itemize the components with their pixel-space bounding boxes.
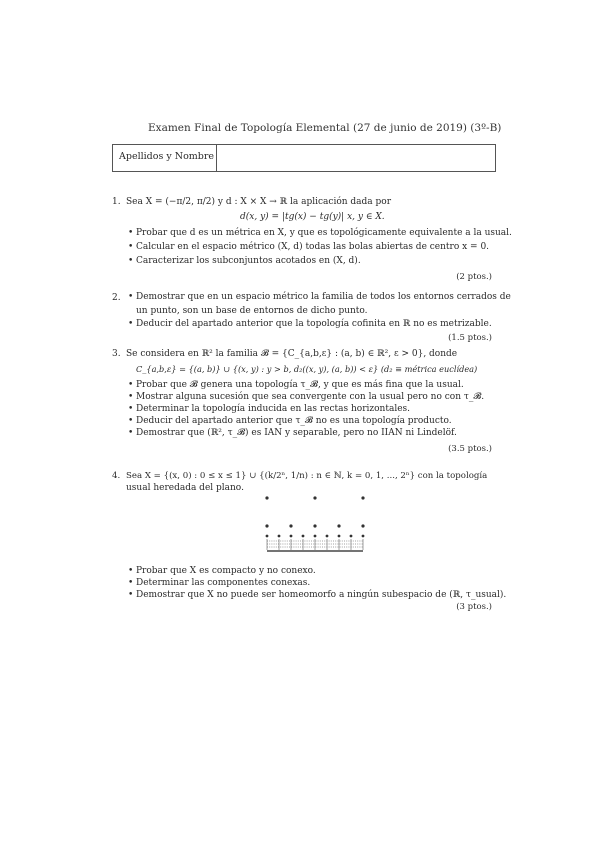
point-n3 (314, 535, 317, 538)
point-n3 (278, 535, 281, 538)
problem-3-intro-text: Se considera en ℝ² la familia 𝓑 = {C_{a,b,ε} : (a, b) ∈ ℝ², ε > 0}, donde (126, 349, 458, 359)
point-n2 (265, 524, 268, 527)
problem-1-intro (112, 196, 391, 208)
point-n1 (361, 496, 364, 499)
point-n3 (338, 535, 341, 538)
problem-3-number: 3. (112, 349, 121, 359)
figure-points (265, 496, 364, 537)
problem-2-item-2: • Deducir del apartado anterior que la topología cofinita en ℝ no es metrizable. (136, 319, 492, 329)
point-n2 (313, 524, 316, 527)
point-n1 (265, 496, 268, 499)
problem-4-item-2: • Determinar las componentes conexas. (136, 578, 310, 588)
problem-1-item-2: • Calcular en el espacio métrico (X, d) todas las bolas abiertas de centro x = 0. (136, 242, 489, 252)
problem-3-item-5: • Demostrar que (ℝ², τ_𝓑) es IAN y separable, pero no IIAN ni Lindelöf. (136, 428, 457, 438)
name-box (112, 144, 496, 172)
point-n2 (289, 524, 292, 527)
problem-4-points: (3 ptos.) (456, 602, 492, 612)
problem-3-formula: C_{a,b,ε} = {(a, b)} ∪ {(x, y) : y > b, d₂((x, y), (a, b)) < ε} (d₂ ≡ métrica euclídea) (136, 364, 478, 374)
point-n3 (350, 535, 353, 538)
point-n1 (313, 496, 316, 499)
problem-2-points: (1.5 ptos.) (448, 333, 492, 343)
problem-2-head (112, 292, 126, 304)
problem-3-item-3: • Determinar la topología inducida en las rectas horizontales. (136, 404, 410, 414)
exam-title: Examen Final de Topología Elemental (27 de junio de 2019) (3º-B) (148, 122, 502, 134)
problem-4-number: 4. (112, 471, 121, 481)
problem-1-item-3: • Caracterizar los subconjuntos acotados en (X, d). (136, 256, 361, 266)
point-n3 (290, 535, 293, 538)
problem-3-item-1: • Probar que 𝓑 genera una topología τ_𝓑, y que es más fina que la usual. (136, 380, 464, 390)
point-n3 (266, 535, 269, 538)
problem-2-item-1-cont: un punto, son un base de entornos de dicho punto. (136, 306, 368, 316)
problem-4-item-1: • Probar que X es compacto y no conexo. (136, 566, 316, 576)
problem-2-item-1: • Demostrar que en un espacio métrico la familia de todos los entornos cerrados de (136, 292, 511, 302)
name-field[interactable] (217, 145, 495, 171)
problem-3-item-4: • Deducir del apartado anterior que τ_𝓑 no es una topología producto. (136, 416, 452, 426)
problem-3-item-2: • Mostrar alguna sucesión que sea convergente con la usual pero no con τ_𝓑. (136, 392, 484, 402)
point-n3 (326, 535, 329, 538)
problem-4-figure (255, 490, 367, 556)
problem-4-item-3: • Demostrar que X no puede ser homeomorfo a ningún subespacio de (ℝ, τ_usual). (136, 590, 506, 600)
point-n2 (337, 524, 340, 527)
problem-4-intro-text: Sea X = {(x, 0) : 0 ≤ x ≤ 1} ∪ {(k/2ⁿ, 1/n) : n ∈ ℕ, k = 0, 1, ..., 2ⁿ} con la topología (126, 471, 488, 481)
problem-1-intro-text: Sea X = (−π/2, π/2) y d : X × X → ℝ la aplicación dada por (126, 197, 392, 207)
point-n3 (362, 535, 365, 538)
problem-3-intro (112, 348, 457, 360)
problem-3-points: (3.5 ptos.) (448, 444, 492, 454)
problem-4-intro (112, 470, 487, 482)
name-label: Apellidos y Nombre (119, 151, 215, 162)
problem-1-item-1: • Probar que d es un métrica en X, y que es topológicamente equivalente a la usual. (136, 228, 512, 238)
problem-1-number: 1. (112, 197, 121, 207)
problem-4-intro-2: usual heredada del plano. (126, 483, 244, 493)
problem-1-points: (2 ptos.) (456, 272, 492, 282)
point-n2 (361, 524, 364, 527)
point-n3 (302, 535, 305, 538)
problem-1-formula: d(x, y) = |tg(x) − tg(y)| x, y ∈ X. (240, 212, 385, 222)
figure-verticals (267, 539, 363, 550)
problem-2-number: 2. (112, 293, 121, 303)
